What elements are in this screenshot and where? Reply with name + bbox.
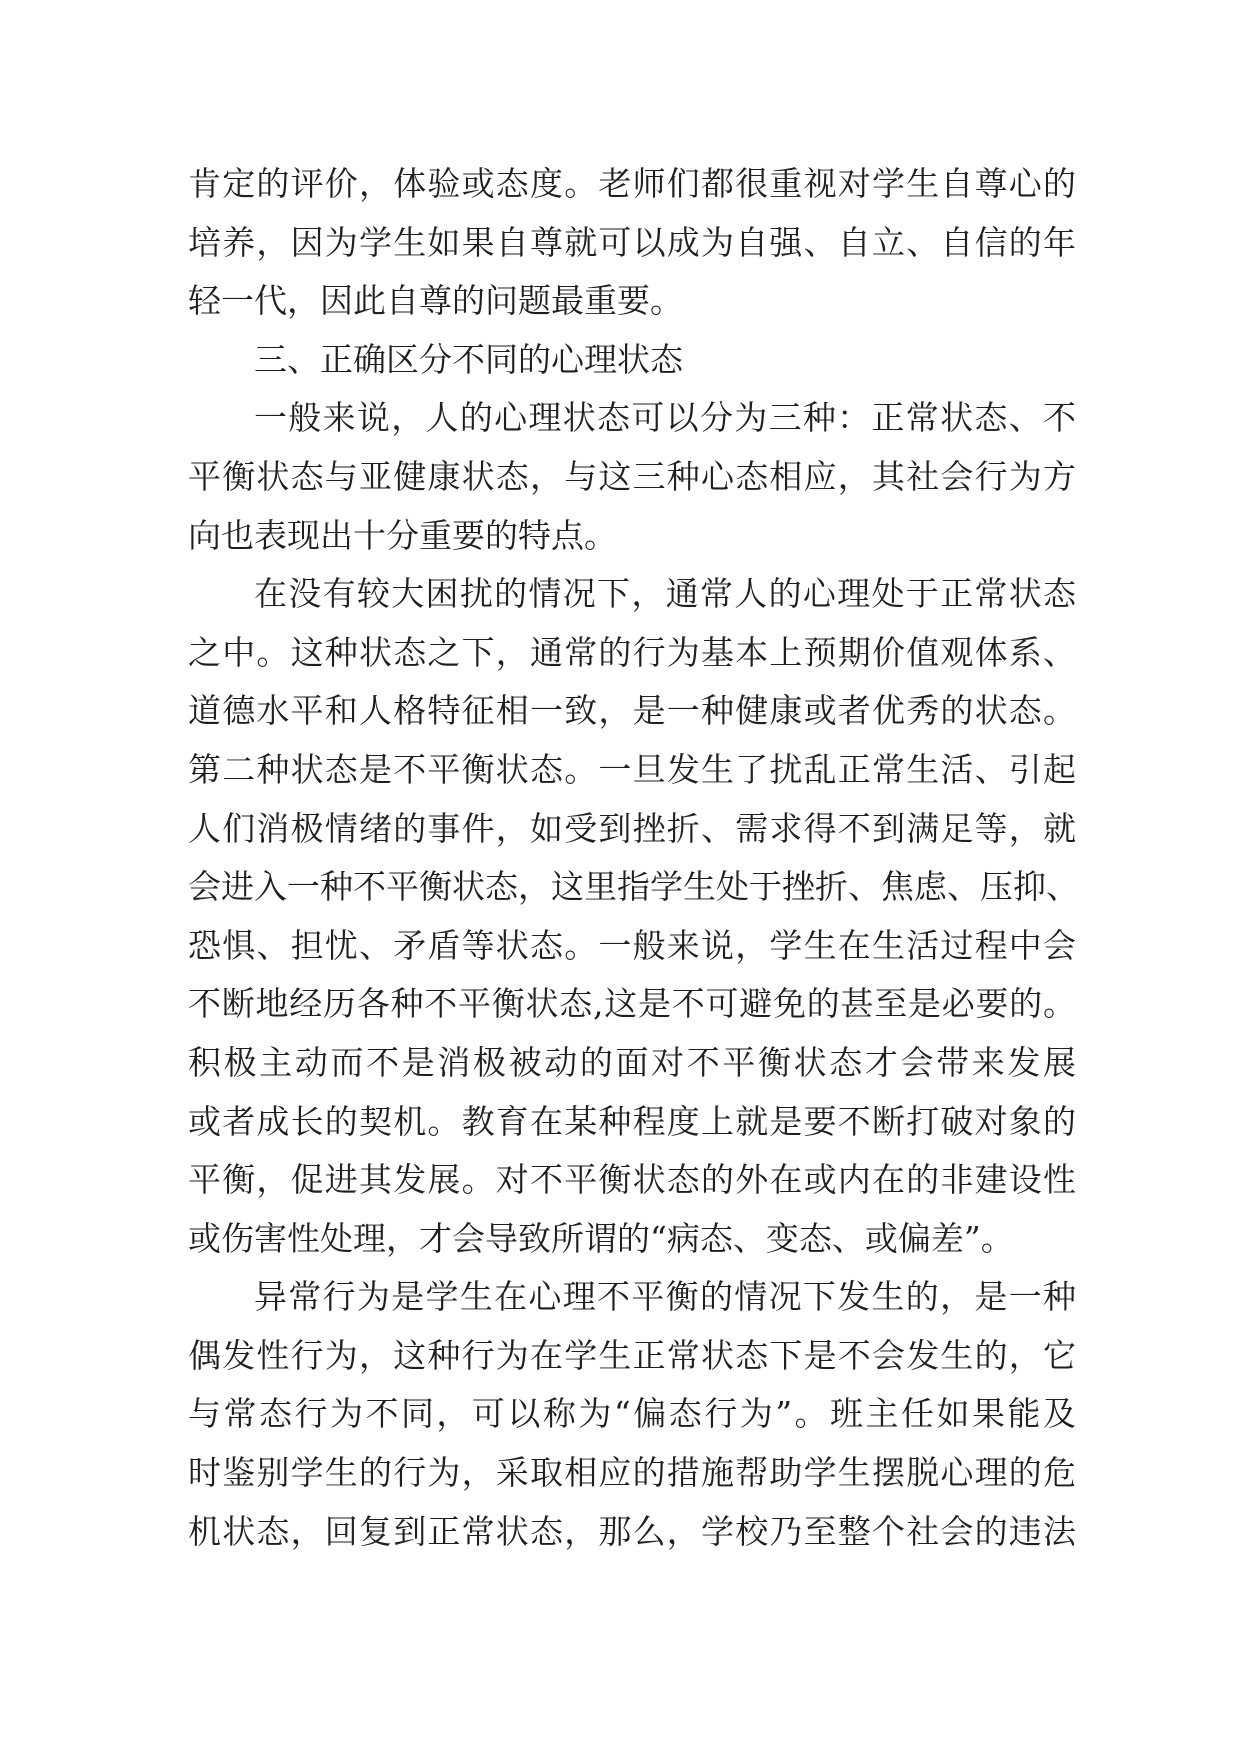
text-line: 肯定的评价，体验或态度。老师们都很重视对学生自尊心的	[188, 164, 1076, 203]
text-line: 与常态行为不同，可以称为“偏态行为”。班主任如果能及	[188, 1394, 1076, 1434]
text-line: 第二种状态是不平衡状态。一旦发生了扰乱正常生活、引起	[188, 749, 1076, 789]
text-line: 之中。这种状态之下，通常的行为基本上预期价值观体系、	[188, 632, 1076, 672]
text-line: 向也表现出十分重要的特点。	[188, 515, 617, 555]
text-line: 积极主动而不是消极被动的面对不平衡状态才会带来发展	[188, 1042, 1076, 1082]
section-heading-three	[188, 331, 1076, 390]
text-line: 偶发性行为，这种行为在学生正常状态下是不会发生的，它	[188, 1335, 1076, 1375]
paragraph-normal-and-imbalanced-states	[188, 565, 1079, 1268]
text-line: 平衡状态与亚健康状态，与这三种心态相应，其社会行为方	[188, 456, 1076, 496]
text-line: 异常行为是学生在心理不平衡的情况下发生的，是一种	[254, 1277, 1076, 1317]
text-line: 培养，因为学生如果自尊就可以成为自强、自立、自信的年	[188, 222, 1076, 262]
text-line: 恐惧、担忧、矛盾等状态。一般来说，学生在生活过程中会	[188, 925, 1076, 965]
text-line: 时鉴别学生的行为，采取相应的措施帮助学生摆脱心理的危	[188, 1453, 1076, 1493]
text-line: 轻一代，因此自尊的问题最重要。	[188, 281, 683, 321]
document-body	[188, 155, 1079, 1561]
paragraph-self-esteem-continuation	[188, 155, 1076, 331]
text-line: 道德水平和人格特征相一致，是一种健康或者优秀的状态。	[188, 691, 1076, 731]
text-line: 机状态，回复到正常状态，那么，学校乃至整个社会的违法	[188, 1511, 1076, 1551]
text-line: 在没有较大困扰的情况下，通常人的心理处于正常状态	[254, 574, 1076, 614]
text-line: 或者成长的契机。教育在某种程度上就是要不断打破对象的	[188, 1101, 1076, 1141]
text-line: 平衡，促进其发展。对不平衡状态的外在或内在的非建设性	[188, 1160, 1076, 1200]
paragraph-three-states-intro	[188, 389, 1076, 565]
text-line: 一般来说，人的心理状态可以分为三种：正常状态、不	[254, 398, 1076, 438]
text-line: 人们消极情绪的事件，如受到挫折、需求得不到满足等，就	[188, 808, 1076, 848]
text-line: 或伤害性处理，才会导致所谓的“病态、变态、或偏差”。	[188, 1218, 1014, 1258]
text-line: 不断地经历各种不平衡状态,这是不可避免的甚至是必要的。	[188, 984, 1076, 1024]
text-line: 会进入一种不平衡状态，这里指学生处于挫折、焦虑、压抑、	[188, 867, 1079, 907]
text-line: 三、正确区分不同的心理状态	[254, 339, 683, 379]
paragraph-abnormal-behavior	[188, 1268, 1076, 1561]
